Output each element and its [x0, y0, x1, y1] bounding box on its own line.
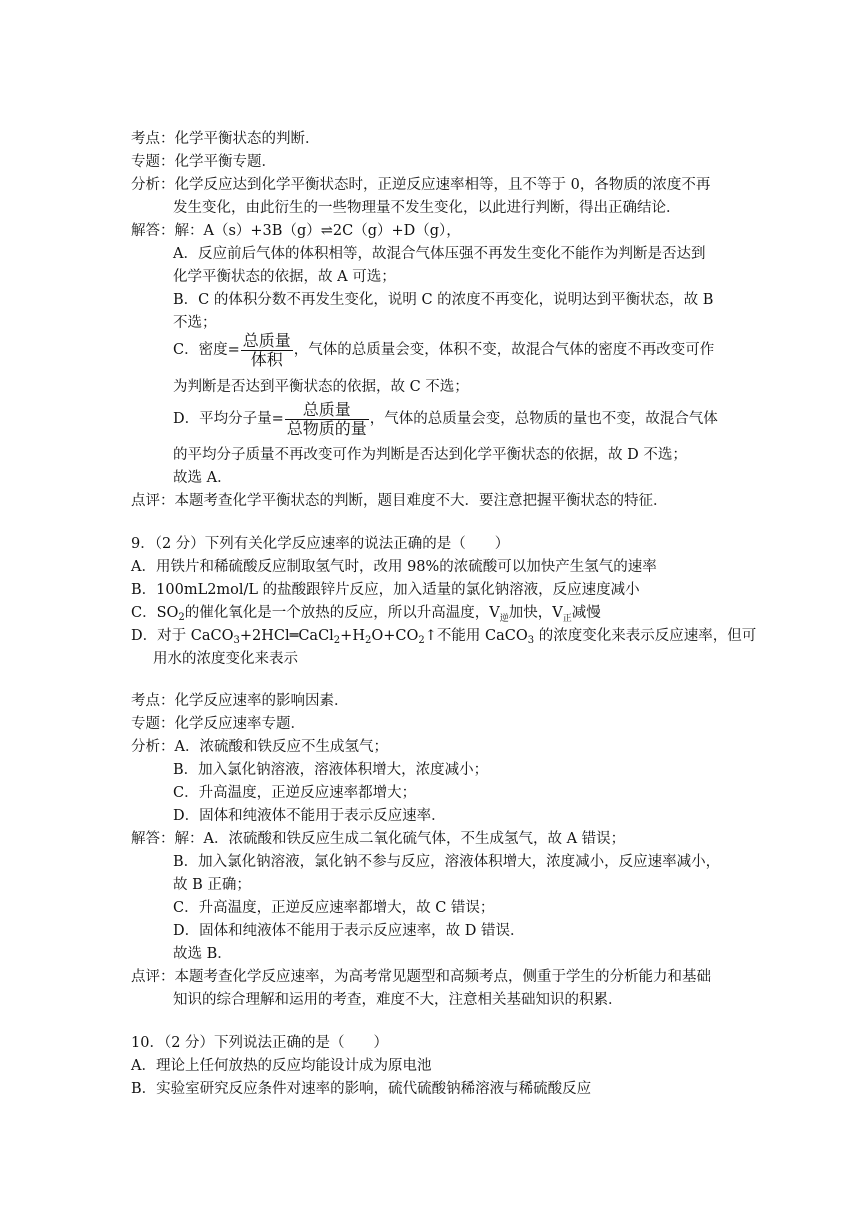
q8-option-a-line1: A．反应前后气体的体积相等，故混合气体压强不再发生变化不能作为判断是否达到	[173, 246, 706, 262]
q9-option-d-line2: 用水的浓度变化来表示	[153, 651, 298, 667]
q9-dianping-line2: 知识的综合理解和运用的考查，难度不大，注意相关基础知识的积累．	[173, 992, 623, 1008]
q8-c-prefix: C．密度=	[173, 342, 240, 358]
q9-d-text2: +2HCl═CaCl	[239, 628, 334, 644]
q9-kaodian: 考点：化学反应速率的影响因素．	[131, 693, 349, 709]
q9-d-sub5: 3	[527, 635, 535, 646]
q8-option-b-line2: 不选；	[173, 315, 217, 331]
q9-c-text1: C．SO	[131, 605, 179, 621]
q9-option-c	[131, 602, 601, 625]
q9-fenxi-b: B．加入氯化钠溶液，溶液体积增大，浓度减小；	[173, 762, 489, 778]
q9-option-b: B．100mL2mol/L 的盐酸跟锌片反应，加入适量的氯化钠溶液，反应速度减小	[131, 582, 640, 598]
q8-option-c-line2: 为判断是否达到平衡状态的依据，故 C 不选；	[173, 379, 469, 395]
q9-stem: 9．（2 分）下列有关化学反应速率的说法正确的是（ ）	[131, 536, 510, 552]
q9-jieda-d: D．固体和纯液体不能用于表示反应速率，故 D 错误．	[173, 923, 525, 939]
q9-d-sub3: 2	[364, 635, 372, 646]
q9-fenxi-c: C．升高温度，正逆反应速率都增大；	[173, 785, 417, 801]
q8-zhuanti: 专题：化学平衡专题．	[131, 154, 276, 170]
q10-stem: 10．（2 分）下列说法正确的是（ ）	[131, 1035, 389, 1051]
q8-option-a-line2: 化学平衡状态的依据，故 A 可选；	[173, 269, 396, 285]
q10-option-a: A．理论上任何放热的反应均能设计成为原电池	[131, 1058, 432, 1074]
q8-jieda: 解答：解：A（s）+3B（g）⇌2C（g）+D（g），	[131, 223, 461, 239]
q9-zhuanti: 专题：化学反应速率专题．	[131, 716, 305, 732]
q9-fenxi-d: D．固体和纯液体不能用于表示反应速率．	[173, 808, 446, 824]
q9-c-sub-reverse: 逆	[499, 614, 509, 624]
q8-c-suffix: ，气体的总质量会变，体积不变，故混合气体的密度不再改变可作	[293, 342, 715, 358]
q8-dianping: 点评：本题考查化学平衡状态的判断，题目难度不大．要注意把握平衡状态的特征．	[131, 493, 668, 509]
q9-d-text3: +H	[340, 628, 365, 644]
q8-kaodian: 考点：化学平衡状态的判断．	[131, 131, 320, 147]
q8-option-d-line1	[173, 399, 718, 439]
density-fraction	[241, 332, 293, 369]
q9-c-text4: 减慢	[571, 605, 601, 621]
q8-option-d-line2: 的平均分子质量不再改变可作为判断是否达到化学平衡状态的依据，故 D 不选；	[173, 447, 687, 463]
q9-d-text5: ↑不能用 CaCO	[424, 628, 528, 644]
q9-d-sub4: 2	[418, 635, 425, 646]
q8-option-c-line1	[173, 330, 714, 370]
q8-d-prefix: D．平均分子量=	[173, 411, 284, 427]
q9-c-text3: 加快，V	[508, 605, 563, 621]
q9-d-sub2: 2	[333, 635, 341, 646]
q9-dianping-line1: 点评：本题考查化学反应速率，为高考常见题型和高频考点，侧重于学生的分析能力和基础	[131, 969, 711, 985]
q9-c-sub1: 2	[178, 612, 185, 623]
q9-c-text2: 的催化氧化是一个放热的反应，所以升高温度，V	[184, 605, 500, 621]
q9-d-text4: O+CO	[371, 628, 419, 644]
q8-answer: 故选 A．	[173, 470, 232, 486]
q9-d-text6: 的浓度变化来表示反应速率，但可	[534, 628, 757, 644]
molar-mass-numerator: 总质量	[285, 401, 369, 420]
q9-answer: 故选 B．	[173, 946, 232, 962]
molar-mass-fraction	[285, 401, 369, 438]
q9-jieda-c: C．升高温度，正逆反应速率都增大，故 C 错误；	[173, 900, 495, 916]
q9-option-d-line1	[131, 625, 756, 648]
q9-d-text1: D．对于 CaCO	[131, 628, 234, 644]
molar-mass-denominator: 总物质的量	[286, 418, 367, 438]
q10-option-b: B．实验室研究反应条件对速率的影响，硫代硫酸钠稀溶液与稀硫酸反应	[131, 1081, 592, 1097]
q9-option-a: A．用铁片和稀硫酸反应制取氢气时，改用 98%的浓硫酸可以加快产生氢气的速率	[131, 559, 657, 575]
q8-d-suffix: ，气体的总质量会变，总物质的量也不变，故混合气体	[369, 411, 718, 427]
q9-c-sub-forward: 正	[562, 614, 572, 624]
q8-fenxi-line1: 分析：化学反应达到化学平衡状态时，正逆反应速率相等，且不等于 0，各物质的浓度不再	[131, 177, 711, 193]
q9-fenxi-a: 分析：A．浓硫酸和铁反应不生成氢气；	[131, 739, 388, 755]
q9-jieda-b-line1: B．加入氯化钠溶液，氯化钠不参与反应，溶液体积增大，浓度减小，反应速率减小，	[173, 854, 721, 870]
q9-jieda-a: 解答：解：A．浓硫酸和铁反应生成二氧化硫气体，不生成氢气，故 A 错误；	[131, 831, 626, 847]
density-numerator: 总质量	[242, 330, 291, 350]
density-denominator: 体积	[250, 349, 283, 369]
q9-jieda-b-line2: 故 B 正确；	[173, 877, 251, 893]
q9-d-sub1: 3	[233, 635, 240, 646]
q8-fenxi-line2: 发生变化，由此衍生的一些物理量不发生变化，以此进行判断，得出正确结论．	[173, 200, 681, 216]
q8-option-b-line1: B．C 的体积分数不再发生变化，说明 C 的浓度不再变化，说明达到平衡状态，故 B	[173, 292, 714, 308]
